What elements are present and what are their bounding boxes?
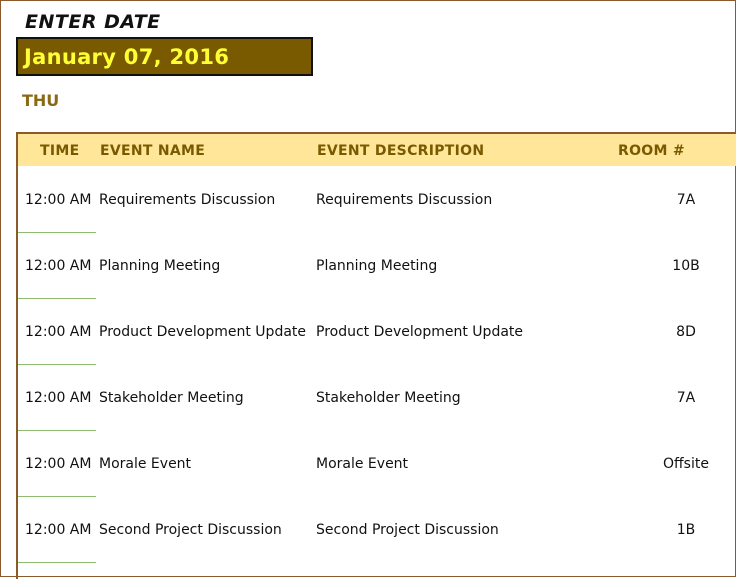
event-time: 12:00 AM (25, 456, 92, 472)
enter-date-label: ENTER DATE (25, 11, 161, 33)
event-description: Morale Event (316, 456, 409, 472)
event-description: Requirements Discussion (316, 192, 493, 208)
table-row[interactable] (18, 366, 736, 432)
event-room: Offsite (663, 456, 709, 472)
header-event-name: EVENT NAME (100, 143, 206, 159)
event-description: Planning Meeting (316, 258, 438, 274)
event-description: Second Project Discussion (316, 522, 499, 538)
event-room: 7A (676, 390, 696, 406)
event-name: Planning Meeting (99, 258, 221, 274)
row-divider (18, 232, 96, 233)
event-time: 12:00 AM (25, 324, 92, 340)
row-divider (18, 430, 96, 431)
event-room: 7A (676, 192, 696, 208)
date-input[interactable] (16, 37, 313, 76)
event-time: 12:00 AM (25, 390, 92, 406)
row-divider (18, 562, 96, 563)
table-row[interactable] (18, 168, 736, 234)
event-room: 1B (676, 522, 696, 538)
event-name: Product Development Update (99, 324, 307, 340)
header-room: ROOM # (618, 143, 685, 159)
day-of-week: THU (22, 91, 60, 110)
event-description: Stakeholder Meeting (316, 390, 461, 406)
row-divider (18, 298, 96, 299)
event-room: 10B (672, 258, 700, 274)
event-room: 8D (676, 324, 696, 340)
events-table (16, 132, 736, 579)
event-time: 12:00 AM (25, 192, 92, 208)
header-time: TIME (40, 143, 80, 159)
event-name: Second Project Discussion (99, 522, 282, 538)
event-name: Stakeholder Meeting (99, 390, 244, 406)
date-value: January 07, 2016 (24, 45, 230, 69)
event-name: Morale Event (99, 456, 192, 472)
table-row[interactable] (18, 432, 736, 498)
header-event-description: EVENT DESCRIPTION (317, 143, 485, 159)
row-divider (18, 364, 96, 365)
event-name: Requirements Discussion (99, 192, 276, 208)
table-header (18, 134, 736, 166)
table-row[interactable] (18, 234, 736, 300)
event-time: 12:00 AM (25, 522, 92, 538)
table-row[interactable] (18, 300, 736, 366)
row-divider (18, 496, 96, 497)
table-row[interactable] (18, 498, 736, 564)
event-time: 12:00 AM (25, 258, 92, 274)
event-description: Product Development Update (316, 324, 524, 340)
